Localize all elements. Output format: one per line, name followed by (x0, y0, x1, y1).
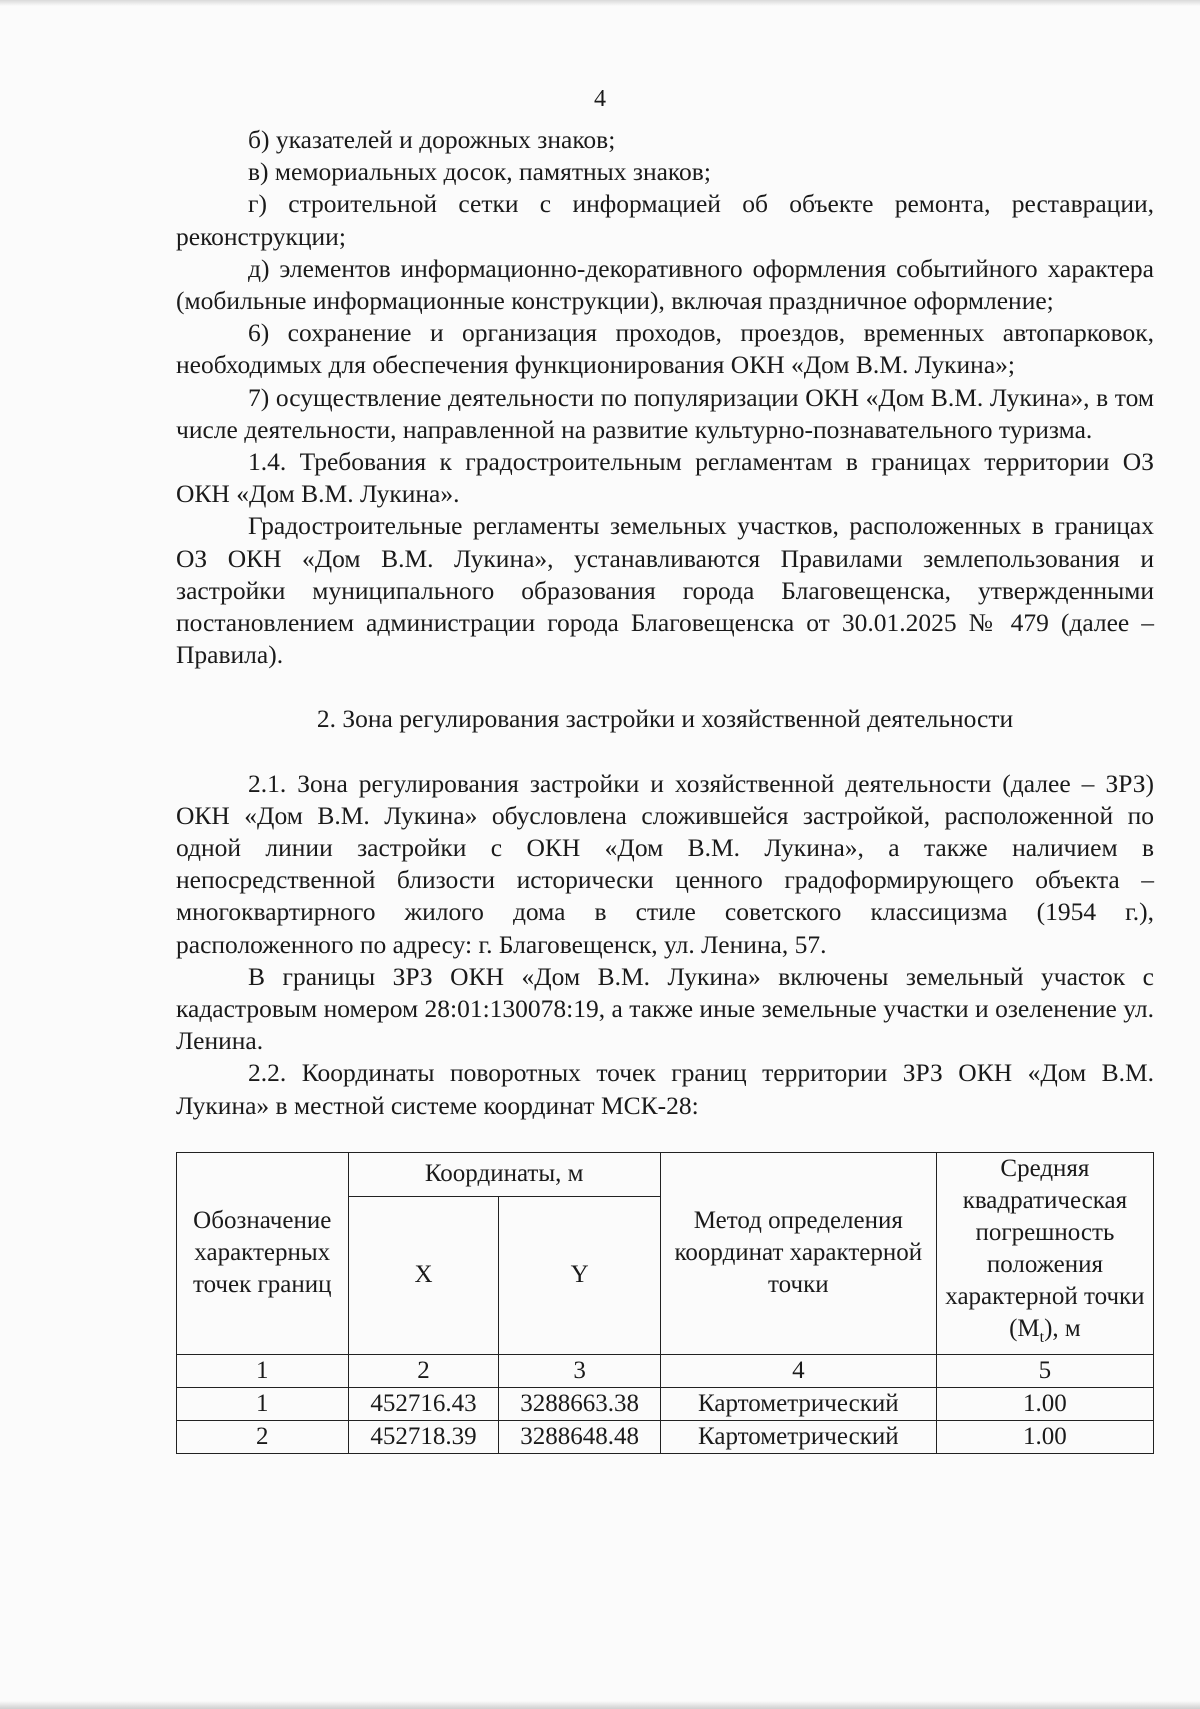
header-y: Y (499, 1196, 660, 1354)
column-number: 2 (348, 1354, 499, 1387)
paragraph: г) строительной сетки с информацией об объекте ремонта, реставрации, реконструкции; (176, 189, 1154, 251)
column-number: 5 (936, 1354, 1153, 1387)
cell-point: 2 (177, 1420, 349, 1453)
paragraph: в) мемориальных досок, памятных знаков; (248, 157, 711, 187)
paragraph: 7) осуществление деятельности по популяризации ОКН «Дом В.М. Лукина», в том числе деятельности, направленной на развитие культурно-познавательного туризма. (176, 382, 1154, 444)
table-row-column-numbers (177, 1354, 1154, 1387)
paragraph: 1.4. Требования к градостроительным регламентам в границах территории ОЗ ОКН «Дом В.М. Лукина». (176, 447, 1154, 509)
paragraph: Градостроительные регламенты земельных участков, расположенных в границах ОЗ ОКН «Дом В.М. Лукина», устанавливаются Правилами землепользования и застройки муниципального образования города Благовещенска, утвержденными постановлением администрации города Благовещенска от 30.01.2025 № 479 (далее – Правила). (176, 511, 1154, 670)
paragraph: 2.2. Координаты поворотных точек границ территории ЗРЗ ОКН «Дом В.М. Лукина» в местной системе координат МСК-28: (176, 1058, 1154, 1120)
table-row (177, 1420, 1154, 1453)
header-error: Средняя квадратическая погрешность положения характерной точки $(M_t)$, м (936, 1152, 1153, 1354)
column-number: 1 (177, 1354, 349, 1387)
paragraph: д) элементов информационно-декоративного оформления событийного характера (мобильные информационные конструкции), включая праздничное оформление; (176, 253, 1154, 316)
section-heading: 2. Зона регулирования застройки и хозяйственной деятельности (316, 704, 1014, 734)
cell-method: Картометрический (660, 1420, 936, 1453)
column-number: 4 (660, 1354, 936, 1387)
document-body (176, 124, 1154, 1454)
paragraph: 2.1. Зона регулирования застройки и хозяйственной деятельности (далее – ЗРЗ) ОКН «Дом В.М. Лукина» обусловлена сложившейся застройкой, расположенной по одной линии застройки с ОКН «Дом В.М. Лукина», а также наличием в непосредственной близости исторически ценного градоформирующего объекта – многоквартирного жилого дома в стиле советского классицизма (1954 г.), расположенного по адресу: г. Благовещенск, ул. Ленина, 57. (176, 768, 1154, 959)
header-coordinates: Координаты, м (348, 1152, 660, 1196)
paragraph: В границы ЗРЗ ОКН «Дом В.М. Лукина» включены земельный участок с кадастровым номером 28:01:130078:19, а также иные земельные участки и озеленение ул. Ленина. (176, 961, 1154, 1056)
scan-edge-bottom (0, 1701, 1200, 1709)
paragraph: 6) сохранение и организация проходов, проездов, временных автопарковок, необходимых для обеспечения функционирования ОКН «Дом В.М. Лукина»; (176, 318, 1154, 380)
coordinates-table (176, 1152, 1154, 1454)
header-method: Метод определения координат характерной точки (660, 1152, 936, 1354)
page-number: 4 (594, 86, 606, 112)
column-number: 3 (499, 1354, 660, 1387)
cell-method: Картометрический (660, 1387, 936, 1420)
table-row (177, 1387, 1154, 1420)
paragraph: б) указателей и дорожных знаков; (248, 125, 616, 154)
cell-x: 452716.43 (348, 1387, 499, 1420)
cell-error: 1.00 (936, 1420, 1153, 1453)
cell-error: 1.00 (936, 1387, 1153, 1420)
cell-point: 1 (177, 1387, 349, 1420)
header-x: X (348, 1196, 499, 1354)
cell-y: 3288663.38 (499, 1387, 660, 1420)
cell-y: 3288648.48 (499, 1420, 660, 1453)
header-designation: Обозначение характерных точек границ (177, 1152, 349, 1354)
scan-edge-top (0, 0, 1200, 6)
cell-x: 452718.39 (348, 1420, 499, 1453)
